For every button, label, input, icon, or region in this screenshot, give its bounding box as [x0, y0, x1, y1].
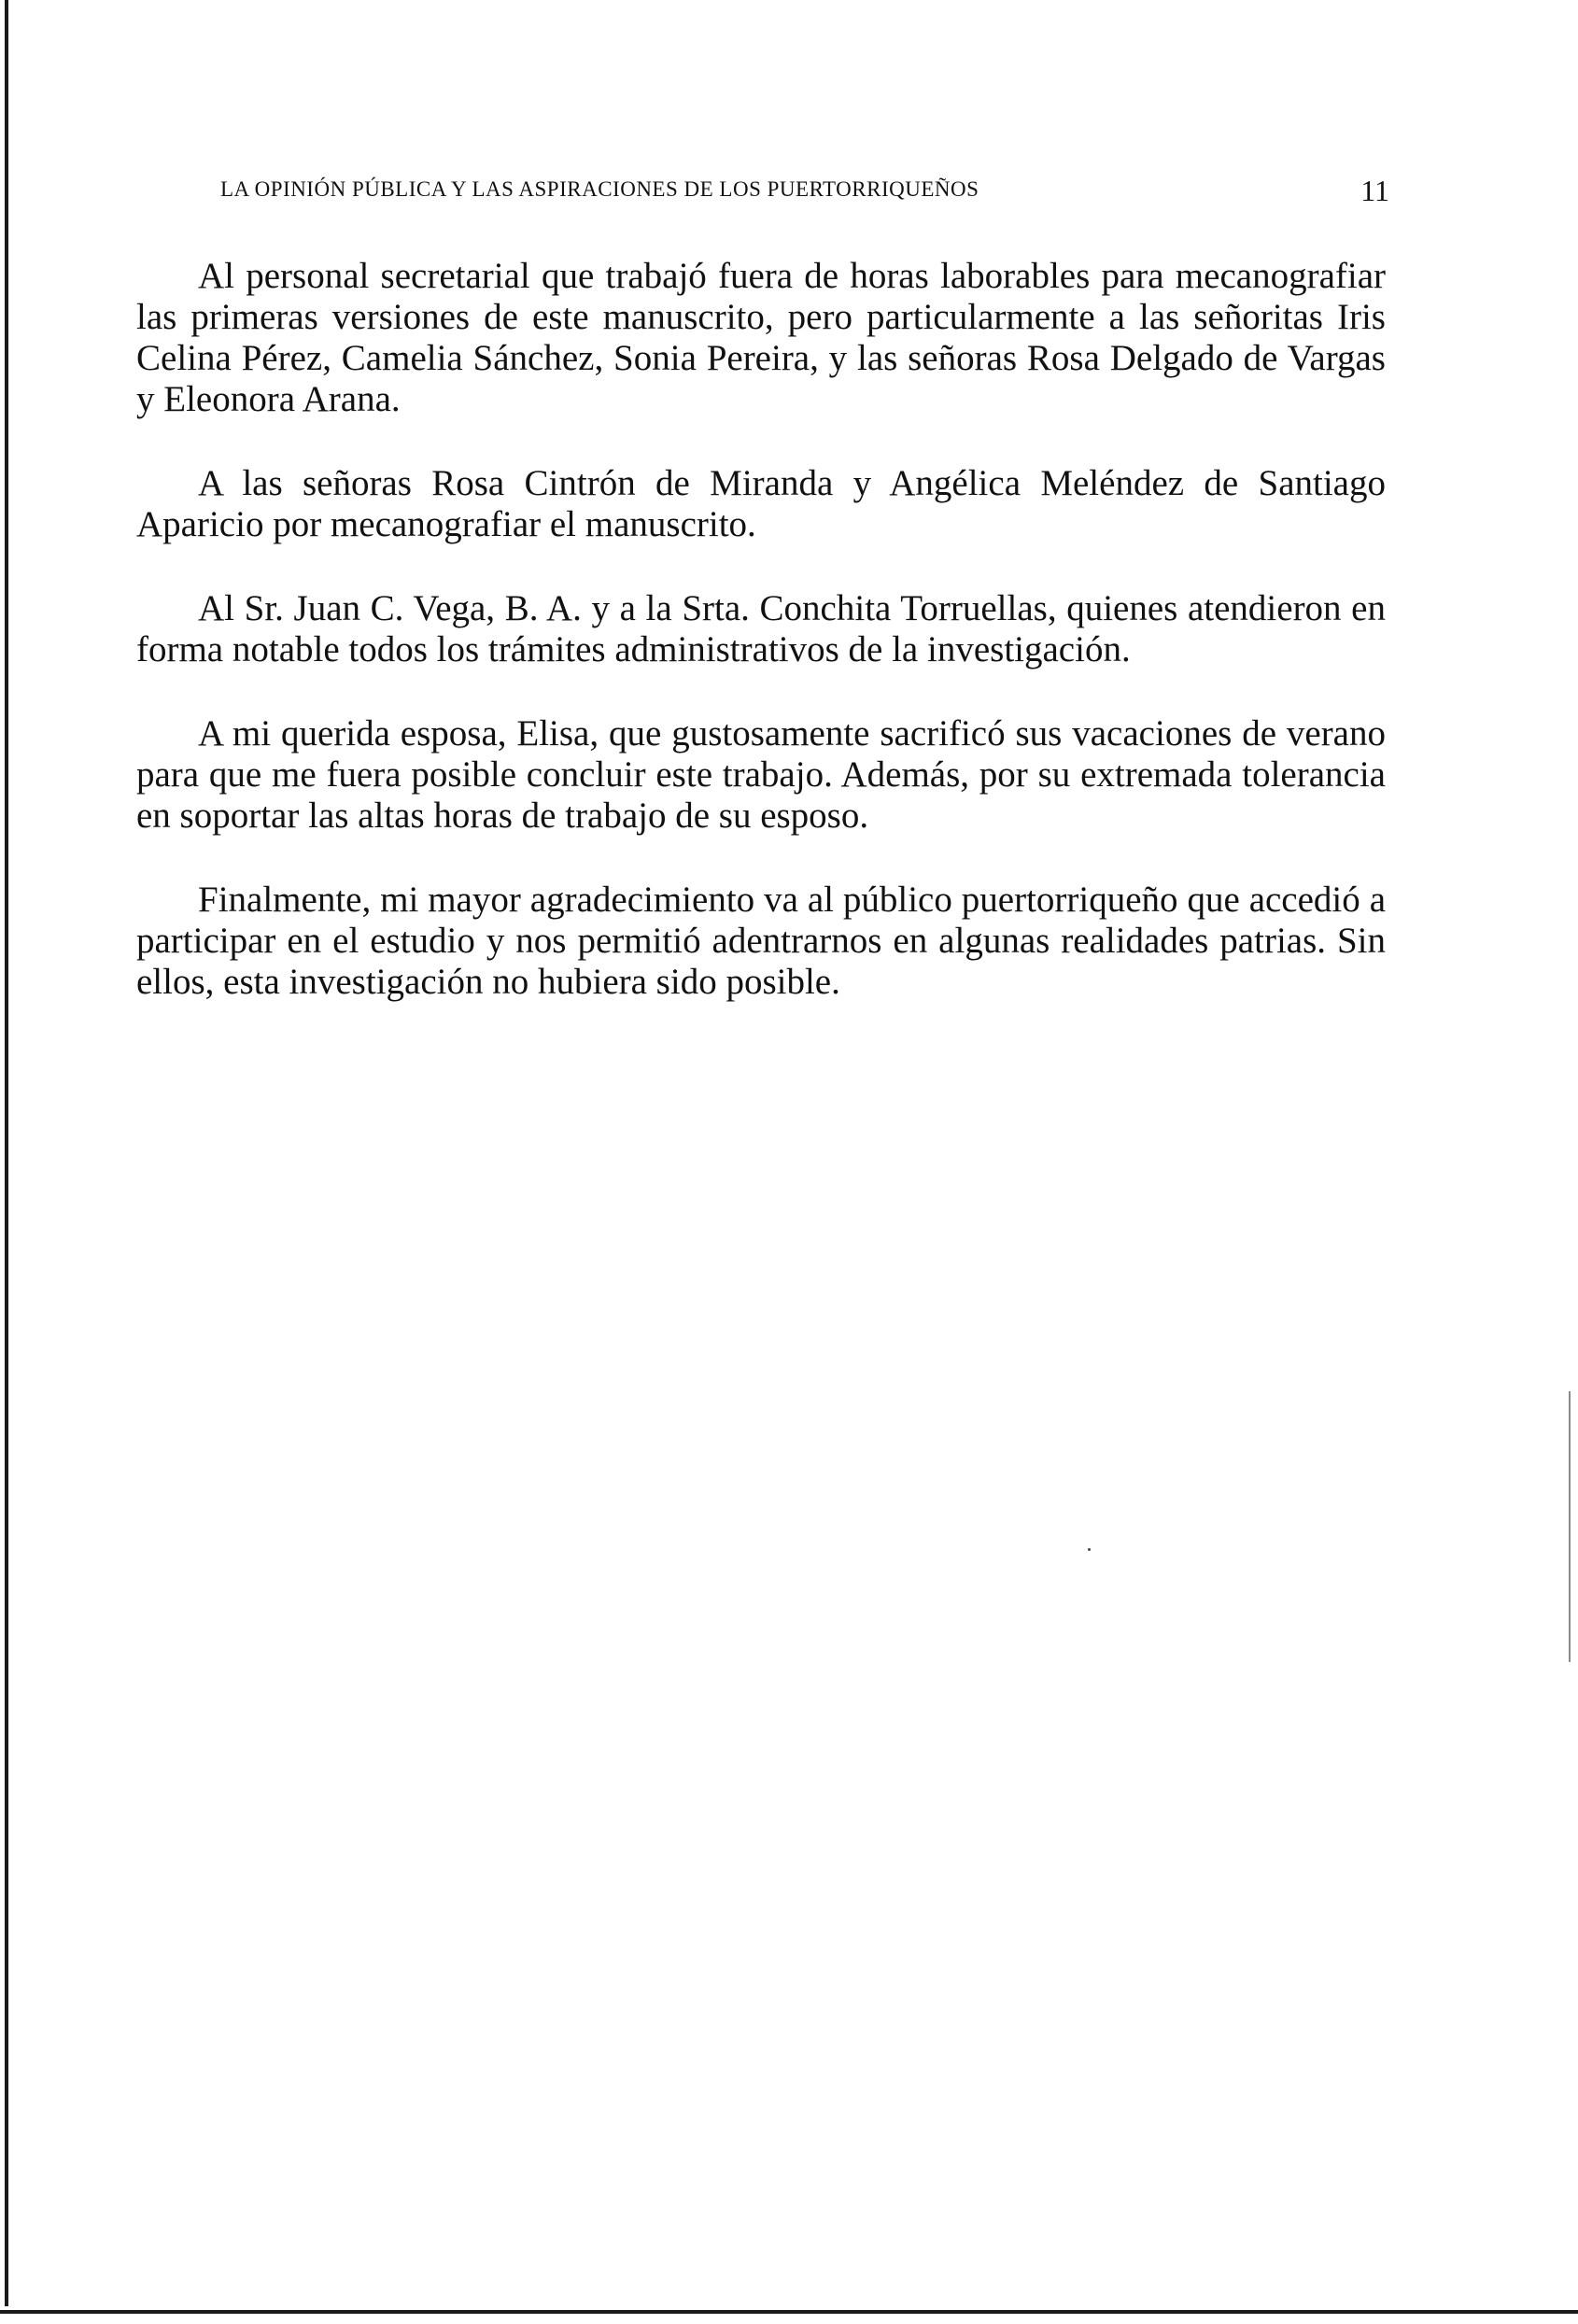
- paragraph-secretarial-staff: Al personal secretarial que trabajó fuera de horas laborables para mecanografiar las primeras versiones de este manuscrito, pero particularmente a las señoritas Iris Celina Pérez, Camelia Sánchez, Sonia Pereira, y las señoras Rosa Delgado de Vargas y Eleonora Arana.: [136, 256, 1386, 419]
- page-number: 11: [1360, 174, 1389, 207]
- paragraph-typists: A las señoras Rosa Cintrón de Miranda y Angélica Meléndez de Santiago Aparicio por mecanografiar el manuscrito.: [136, 463, 1386, 544]
- paragraph-public: Finalmente, mi mayor agradecimiento va al público puertorriqueño que accedió a participar en el estudio y nos permitió adentrarnos en algunas realidades patrias. Sin ellos, esta investigación no hubiera sido posible.: [136, 880, 1386, 1002]
- acknowledgements-text: [136, 256, 1386, 1046]
- scan-speck: [1088, 1548, 1091, 1551]
- scan-edge-mark: [1569, 1391, 1571, 1662]
- page-bottom-edge-rule: [0, 2310, 1578, 2314]
- page-left-edge-rule: [5, 0, 8, 2306]
- running-head: [220, 174, 1389, 211]
- running-title: LA OPINIÓN PÚBLICA Y LAS ASPIRACIONES DE LOS PUERTORRIQUEÑOS: [220, 177, 979, 201]
- paragraph-administration: Al Sr. Juan C. Vega, B. A. y a la Srta. Conchita Torruellas, quienes atendieron en forma notable todos los trámites administrativos de la investigación.: [136, 588, 1386, 669]
- paragraph-wife: A mi querida esposa, Elisa, que gustosamente sacrificó sus vacaciones de verano para que me fuera posible concluir este trabajo. Además, por su extremada tolerancia en soportar las altas horas de trabajo de su esposo.: [136, 713, 1386, 836]
